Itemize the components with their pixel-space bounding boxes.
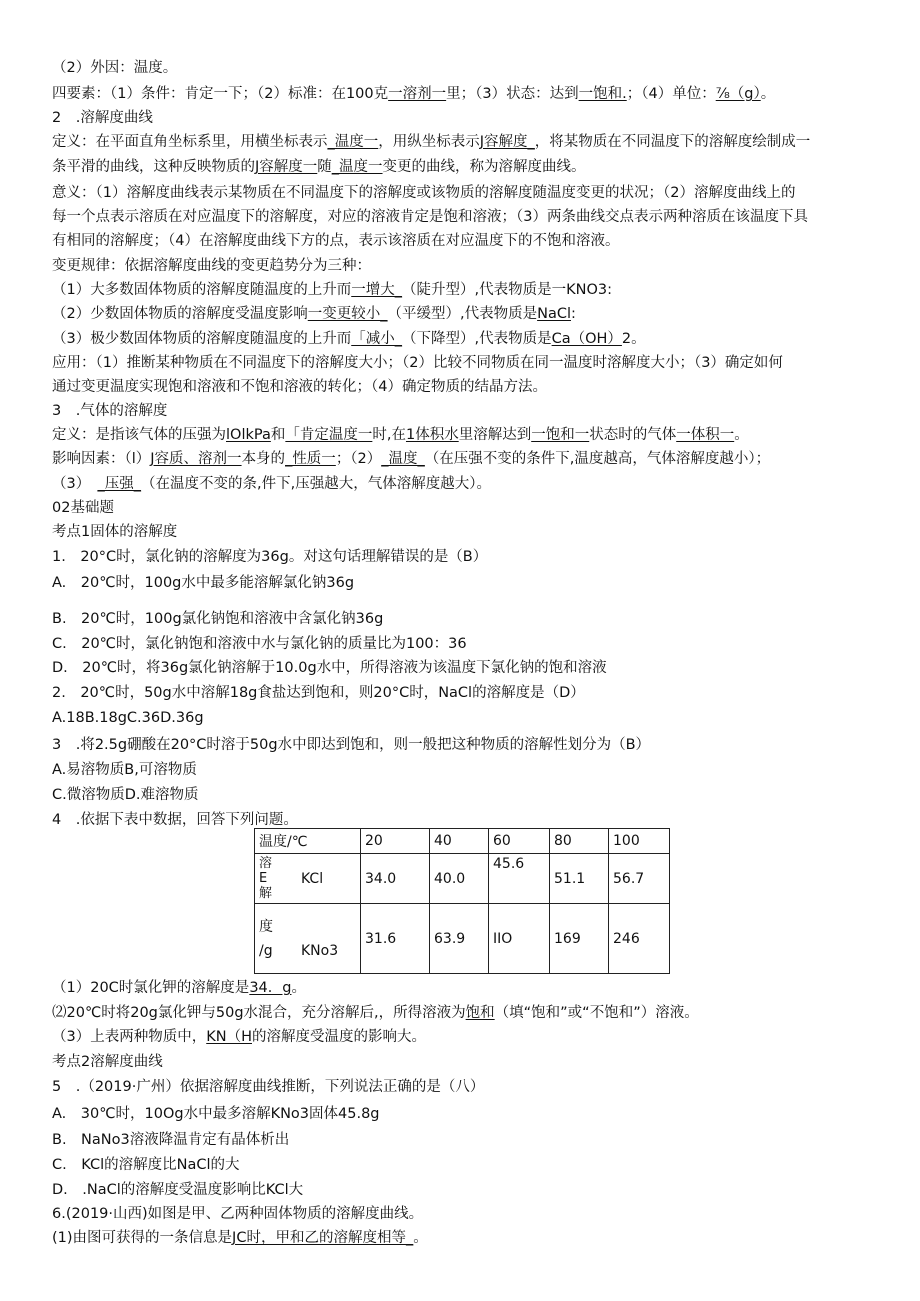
text-line: [52, 401, 167, 421]
table-row-label: [255, 904, 361, 974]
text-line: [52, 108, 153, 128]
answer-blank: J容解度一: [255, 159, 318, 175]
text-line: [52, 1003, 699, 1023]
text-line: [52, 231, 619, 251]
text-segment: A.18B.18gC.36D.36g: [52, 710, 204, 726]
text-segment: 通过变更温度实现饱和溶液和不饱和溶液的转化；（4）确定物质的结晶方法。: [52, 379, 547, 395]
answer-blank: Ca（OH）: [551, 331, 622, 347]
solubility-table: [254, 828, 670, 974]
text-segment: ；（4）单位：: [626, 86, 716, 102]
text-line: [52, 1204, 423, 1224]
text-line: [52, 1155, 240, 1175]
text-segment: 四要素：（1）条件：肯定一下；（2）标准：在100克: [52, 86, 389, 102]
answer-blank: ⅞（g）: [715, 86, 761, 102]
text-segment: :: [570, 306, 576, 322]
text-segment: ，用纵坐标表示: [378, 134, 480, 150]
table-cell: 45.6: [489, 854, 550, 904]
answer-blank: lOlkPa: [226, 427, 271, 443]
table-header-cell: 60: [489, 829, 550, 854]
text-line: [52, 573, 354, 593]
answer-blank: 一饱和.: [578, 86, 627, 102]
text-segment: 影响因素：（l）: [52, 451, 151, 467]
table-cell: 31.6: [361, 904, 430, 974]
text-line: [52, 760, 197, 780]
answer-blank: 一增大_: [351, 282, 402, 298]
text-segment: B. 20℃时，100g氯化钠饱和溶液中含氯化钠36g: [52, 611, 384, 627]
text-segment: 变更规律：依据溶解度曲线的变更趋势分为三种：: [52, 258, 371, 274]
text-segment: 里溶解达到: [458, 427, 532, 443]
text-line: [52, 425, 749, 445]
text-line: [52, 132, 810, 152]
text-segment: 变更的曲线，称为溶解度曲线。: [382, 159, 586, 175]
answer-blank: 饱和: [465, 1005, 495, 1021]
text-line: [52, 256, 371, 276]
text-segment: ；（2）: [335, 451, 382, 467]
text-line: [52, 304, 576, 324]
answer-blank: _性质一: [285, 451, 336, 467]
text-line: [52, 207, 808, 227]
table-cell: 51.1: [550, 854, 609, 904]
text-segment: 2。: [621, 331, 646, 347]
table-cell: 40.0: [430, 854, 489, 904]
text-segment: 。: [413, 1230, 428, 1246]
text-line: [52, 183, 795, 203]
text-line: [52, 735, 650, 755]
row-label-char: /g: [259, 942, 273, 959]
text-line: [52, 708, 204, 728]
text-segment: （在温度不变的条,件下,压强越大，气体溶解度越大）。: [140, 476, 491, 492]
table-cell: 63.9: [430, 904, 489, 974]
text-line: [52, 658, 607, 678]
text-segment: 3 .将2.5g硼酸在20°C时溶于50g水中即达到饱和，则一般把这种物质的溶解性划分为（B）: [52, 737, 651, 753]
answer-blank: 「肯定温度一: [285, 427, 373, 443]
text-line: [52, 58, 177, 78]
text-segment: 3 .气体的溶解度: [52, 403, 168, 419]
text-segment: 里；（3）状态：达到: [446, 86, 579, 102]
text-segment: 02基础题: [52, 500, 114, 516]
text-line: [52, 449, 770, 469]
text-line: [52, 280, 612, 300]
text-line: [52, 634, 467, 654]
text-line: [52, 1052, 163, 1072]
text-segment: 5 .（2019·广州）依据溶解度曲线推断，下列说法正确的是（八）: [52, 1079, 485, 1095]
text-line: [52, 1077, 484, 1097]
text-segment: C. KCl的溶解度比NaCl的大: [52, 1157, 240, 1173]
substance-name: KCl: [301, 870, 324, 887]
text-segment: 每一个点表示溶质在对应温度下的溶解度，对应的溶液肯定是饱和溶液；（3）两条曲线交点表示两种溶质在该温度下具: [52, 209, 808, 225]
text-segment: 时,在: [372, 427, 406, 443]
text-line: [52, 474, 491, 494]
text-line: [52, 377, 547, 397]
answer-blank: 一溶剂一: [388, 86, 447, 102]
table-cell: 56.7: [609, 854, 670, 904]
table-row: [255, 854, 670, 904]
text-segment: 考点1固体的溶解度: [52, 524, 178, 540]
text-segment: （3）极少数固体物质的溶解度随温度的上升而: [52, 331, 352, 347]
text-segment: （1）20C时氯化钾的溶解度是: [52, 980, 250, 996]
text-line: [52, 609, 383, 629]
text-line: [52, 1228, 428, 1248]
text-segment: 。: [734, 427, 749, 443]
text-segment: （下降型）,代表物质是: [401, 331, 552, 347]
table-cell: 34.0: [361, 854, 430, 904]
text-segment: （填“饱和”或“不饱和”）溶液。: [494, 1005, 699, 1021]
text-segment: A. 30℃时，10Og水中最多溶解KNo3固体45.8g: [52, 1106, 380, 1122]
text-segment: 。: [291, 980, 306, 996]
answer-blank: 一变更较小_: [307, 306, 388, 322]
table-cell: 169: [550, 904, 609, 974]
substance-name: KNo3: [301, 942, 339, 959]
text-segment: （2）少数固体物质的溶解度受温度影响: [52, 306, 308, 322]
text-segment: 的溶解度受温度的影响大。: [252, 1029, 426, 1045]
text-segment: （陡升型）,代表物质是一KNO3:: [401, 282, 612, 298]
text-segment: B. NaNo3溶液降温肯定有晶体析出: [52, 1132, 290, 1148]
text-segment: D. .NaCl的溶解度受温度影响比KCl大: [52, 1182, 304, 1198]
text-line: [52, 810, 298, 830]
text-segment: （3）: [52, 476, 98, 492]
text-segment: 。: [760, 86, 776, 102]
text-line: [52, 1130, 289, 1150]
text-segment: （在压强不变的条件下,温度越高，气体溶解度越小）；: [424, 451, 771, 467]
text-segment: 2. 20℃时，50g水中溶解18g食盐达到饱和，则20°C时，NaCl的溶解度是（D）: [52, 685, 585, 701]
answer-blank: 「减小_: [351, 331, 402, 347]
text-segment: D. 20℃时，将36g氯化钠溶解于10.0g水中，所得溶液为该温度下氯化钠的饱和溶液: [52, 660, 607, 676]
text-line: [52, 1180, 303, 1200]
text-segment: 定义：是指该气体的压强为: [52, 427, 226, 443]
text-segment: 定义：在平面直角坐标系里，用横坐标表示: [52, 134, 328, 150]
text-segment: C.微溶物质D.难溶物质: [52, 787, 199, 803]
answer-blank: NaCl: [537, 306, 571, 322]
text-segment: 考点2溶解度曲线: [52, 1054, 163, 1070]
text-segment: 4 .依据下表中数据，回答下列问题。: [52, 812, 298, 828]
text-segment: 1. 20°C时，氯化钠的溶解度为36g。对这句话理解错误的是（B）: [52, 549, 488, 565]
answer-blank: 34．g: [249, 980, 292, 996]
text-line: [52, 785, 199, 805]
table-header-label: 温度/℃: [255, 829, 361, 854]
text-line: [52, 522, 177, 542]
text-line: [52, 498, 114, 518]
text-line: [52, 1104, 380, 1124]
text-segment: 随: [317, 159, 332, 175]
answer-blank: 一饱和一: [531, 427, 590, 443]
text-segment: ⑵20℃时将20g氯化钾与50g水混合，充分溶解后,，所得溶液为: [52, 1005, 466, 1021]
answer-blank: JC时，甲和乙的溶解度相等_: [232, 1230, 414, 1246]
text-line: [52, 1027, 426, 1047]
table-row-label: [255, 854, 361, 904]
table-header-cell: 40: [430, 829, 489, 854]
text-line: [52, 978, 306, 998]
answer-blank: _温度_: [381, 451, 425, 467]
text-segment: 状态时的气体: [589, 427, 677, 443]
answer-blank: KN（H: [206, 1029, 252, 1045]
answer-blank: _温度一: [331, 159, 383, 175]
text-segment: ，将某物质在不同温度下的溶解度绘制成一: [534, 134, 811, 150]
table-row: [255, 904, 670, 974]
text-segment: (1)由图可获得的一条信息是: [52, 1230, 233, 1246]
table-cell: 246: [609, 904, 670, 974]
text-line: [52, 84, 775, 104]
text-segment: （2）外因：温度。: [52, 60, 178, 76]
answer-blank: J容质、溶剂一: [150, 451, 242, 467]
text-line: [52, 329, 646, 349]
text-segment: A. 20℃时，100g水中最多能溶解氯化钠36g: [52, 575, 355, 591]
table-header-cell: 80: [550, 829, 609, 854]
table-cell: IIO: [489, 904, 550, 974]
text-segment: 意义：（1）溶解度曲线表示某物质在不同温度下的溶解度或该物质的溶解度随温度变更的状况；（2）溶解度曲线上的: [52, 185, 796, 201]
text-segment: 应用：（1）推断某种物质在不同温度下的溶解度大小；（2）比较不同物质在同一温度时溶解度大小；（3）确定如何: [52, 355, 783, 371]
text-segment: 2 .溶解度曲线: [52, 110, 153, 126]
table-header-cell: 100: [609, 829, 670, 854]
text-segment: （3）上表两种物质中，: [52, 1029, 207, 1045]
table-header-row: [255, 829, 670, 854]
text-line: [52, 157, 586, 177]
text-line: [52, 683, 585, 703]
text-line: [52, 353, 783, 373]
text-segment: 本身的: [241, 451, 286, 467]
answer-blank: _温度一: [327, 134, 379, 150]
text-segment: C. 20℃时，氯化钠饱和溶液中水与氯化钠的质量比为100：36: [52, 636, 467, 652]
text-segment: 条平滑的曲线，这种反映物质的: [52, 159, 255, 175]
text-segment: 有相同的溶解度；（4）在溶解度曲线下方的点，表示该溶质在对应温度下的不饱和溶液。: [52, 233, 620, 249]
text-segment: （1）大多数固体物质的溶解度随温度的上升而: [52, 282, 352, 298]
text-segment: A.易溶物质B,可溶物质: [52, 762, 197, 778]
table-header-cell: 20: [361, 829, 430, 854]
row-label-char: 溶: [259, 856, 273, 871]
answer-blank: _压强_: [97, 476, 141, 492]
answer-blank: 一体积一: [676, 427, 735, 443]
text-segment: 和: [270, 427, 286, 443]
answer-blank: J容解度_: [479, 134, 535, 150]
row-label-char: 度: [259, 918, 273, 935]
answer-blank: 1体积水: [405, 427, 459, 443]
text-line: [52, 547, 487, 567]
text-segment: 6.(2019·山西)如图是甲、乙两种固体物质的溶解度曲线。: [52, 1206, 424, 1222]
row-label-char: 解: [259, 886, 273, 901]
text-segment: （平缓型）,代表物质是: [387, 306, 538, 322]
row-label-char: E: [259, 871, 268, 886]
